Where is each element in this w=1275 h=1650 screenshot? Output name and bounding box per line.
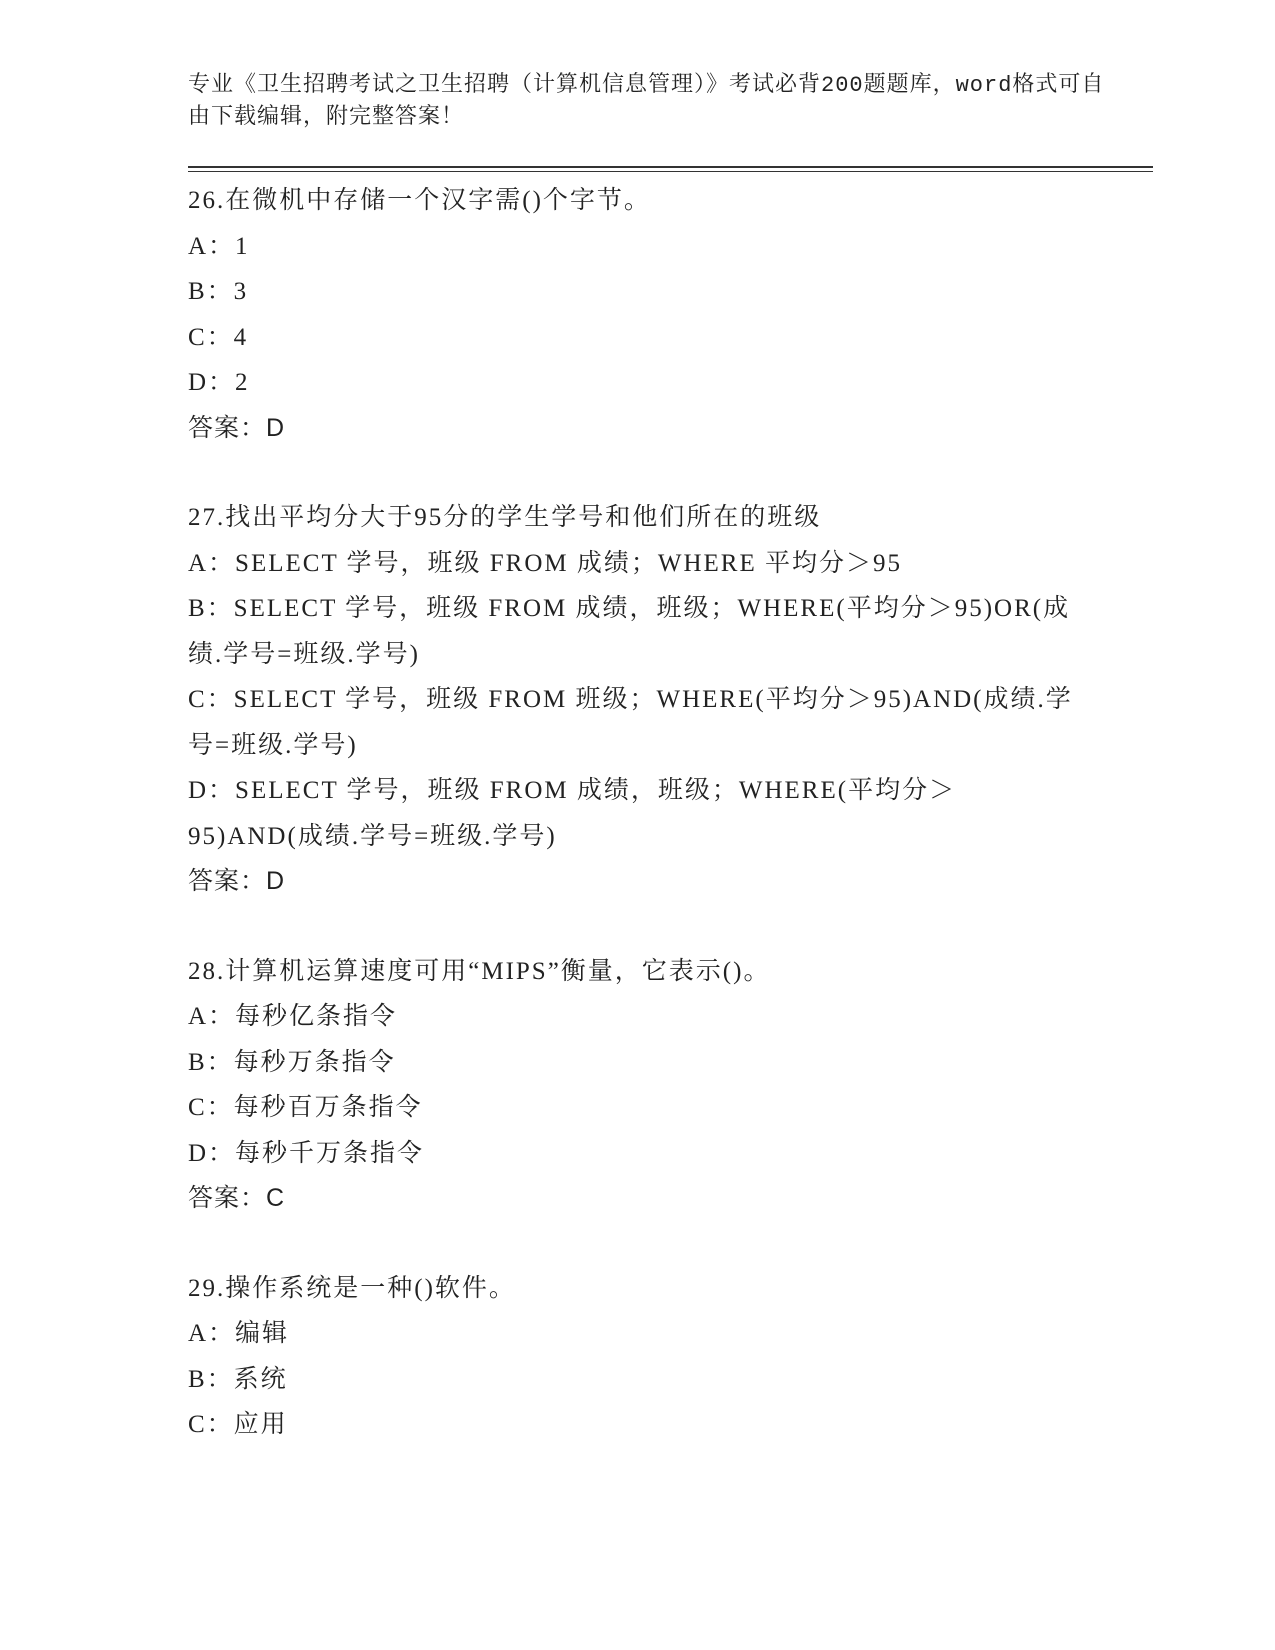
option-b: B：SELECT 学号，班级 FROM 成绩，班级；WHERE(平均分＞95)OR(成绩.学号=班级.学号) <box>188 595 1071 668</box>
option-d: D：2 <box>188 369 250 396</box>
option-b: B：每秒万条指令 <box>188 1048 396 1076</box>
option-c: C：SELECT 学号，班级 FROM 班级；WHERE(平均分＞95)AND(成绩.学号=班级.学号) <box>188 686 1073 759</box>
document-header: 专业《卫生招聘考试之卫生招聘（计算机信息管理）》考试必背200题题库，word格式可自由下载编辑，附完整答案！ <box>188 73 1105 130</box>
document-page <box>188 70 1153 1492</box>
option-a: A：1 <box>188 232 250 260</box>
option-c: C：4 <box>188 323 249 351</box>
question-29 <box>188 1266 1153 1448</box>
option-d: D：每秒千万条指令 <box>188 1139 425 1167</box>
question-stem: 29.操作系统是一种()软件。 <box>188 1274 516 1302</box>
answer: 答案：D <box>188 413 286 442</box>
option-c: C：应用 <box>188 1411 288 1438</box>
header-divider <box>188 166 1153 172</box>
answer: 答案：D <box>188 867 286 895</box>
option-b: B：3 <box>188 278 249 305</box>
question-26 <box>188 178 1153 451</box>
option-b: B：系统 <box>188 1365 288 1393</box>
option-a: A：编辑 <box>188 1320 290 1347</box>
option-d: D：SELECT 学号，班级 FROM 成绩，班级；WHERE(平均分＞95)AND(成绩.学号=班级.学号) <box>188 777 957 850</box>
question-stem: 28.计算机运算速度可用“MIPS”衡量，它表示()。 <box>188 957 771 985</box>
answer: 答案：C <box>188 1184 286 1212</box>
question-stem: 26.在微机中存储一个汉字需()个字节。 <box>188 187 651 214</box>
option-a: A：每秒亿条指令 <box>188 1003 398 1030</box>
question-stem: 27.找出平均分大于95分的学生学号和他们所在的班级 <box>188 504 822 531</box>
question-list <box>188 178 1153 1448</box>
question-27 <box>188 495 1153 905</box>
option-a: A：SELECT 学号，班级 FROM 成绩；WHERE 平均分＞95 <box>188 549 902 577</box>
question-28 <box>188 949 1153 1222</box>
option-c: C：每秒百万条指令 <box>188 1094 423 1121</box>
